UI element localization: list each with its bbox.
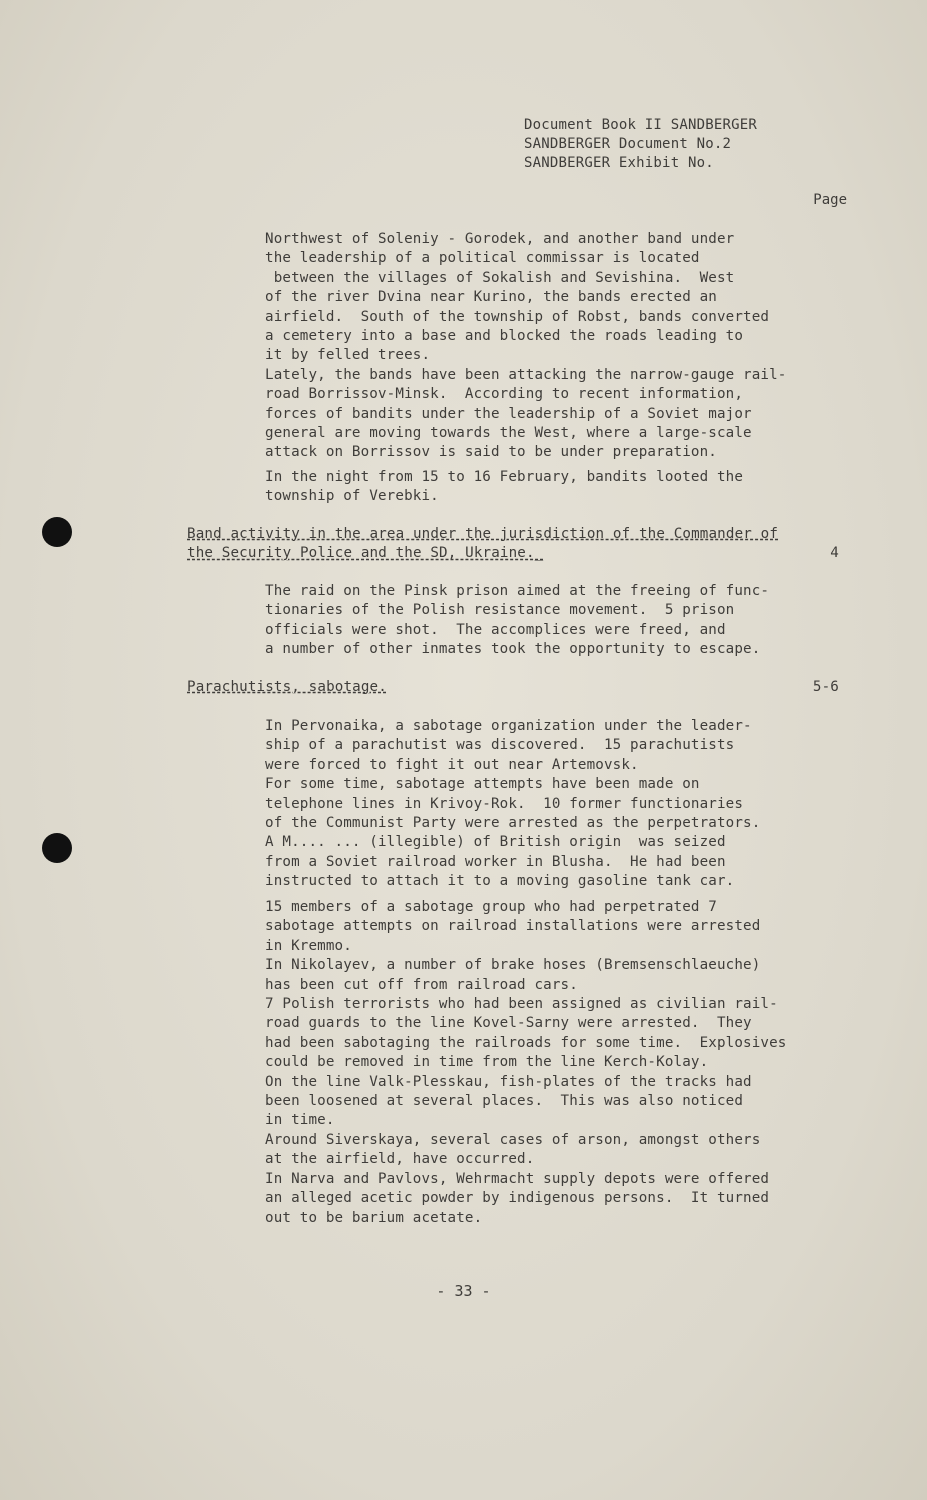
text-line: ship of a parachutist was discovered. 15 parachutists [265, 737, 735, 754]
page-reference: 5-6 [812, 679, 839, 695]
text-line: from a Soviet railroad worker in Blusha. He had been [265, 853, 726, 870]
text-line: in time. [265, 1112, 335, 1129]
paragraph-3 [265, 582, 845, 660]
text-line: airfield. South of the township of Robst, bands converted [265, 308, 770, 325]
text-line: instructed to attach it to a moving gasoline tank car. [265, 873, 735, 890]
text-line: For some time, sabotage attempts have been made on [265, 776, 700, 793]
text-line: of the river Dvina near Kurino, the bands erected an [265, 289, 717, 306]
text-line: sabotage attempts on railroad installations were arrested [265, 918, 761, 935]
section-heading-band-activity [187, 525, 839, 564]
text-line: Lately, the bands have been attacking the narrow-gauge rail- [265, 366, 787, 383]
section-heading-parachutists [187, 678, 839, 697]
text-line: been loosened at several places. This was also noticed [265, 1093, 744, 1110]
text-line: telephone lines in Krivoy-Rok. 10 former functionaries [265, 795, 744, 812]
page-reference: 4 [830, 545, 839, 562]
punch-hole [42, 517, 72, 547]
text-line: at the airfield, have occurred. [265, 1151, 535, 1168]
paragraph-5 [265, 898, 845, 1228]
text-line: 7 Polish terrorists who had been assigned as civilian rail- [265, 996, 778, 1013]
text-line: were forced to fight it out near Artemovsk. [265, 756, 639, 773]
text-line: In Pervonaika, a sabotage organization under the leader- [265, 718, 752, 734]
text-line: officials were shot. The accomplices were freed, and [265, 621, 726, 638]
text-line: could be removed in time from the line Kerch-Kolay. [265, 1054, 709, 1071]
text-line: In the night from 15 to 16 February, bandits looted the [265, 469, 744, 485]
punch-hole [42, 833, 72, 863]
header-line: SANDBERGER Exhibit No. [524, 155, 714, 171]
text-line: out to be barium acetate. [265, 1209, 483, 1226]
text-line: the leadership of a political commissar is located [265, 250, 700, 267]
text-line: a cemetery into a base and blocked the roads leading to [265, 328, 744, 345]
text-line: between the villages of Sokalish and Sevishina. West [265, 269, 735, 286]
text-line: road guards to the line Kovel-Sarny were arrested. They [265, 1015, 752, 1032]
document-header [524, 116, 757, 173]
text-line: a number of other inmates took the opportunity to escape. [265, 641, 761, 658]
section-title: the Security Police and the SD, Ukraine._ [187, 545, 544, 562]
section-title: Band activity in the area under the jurisdiction of the Commander of [187, 526, 779, 542]
text-line: A M.... ... (illegible) of British origin was seized [265, 834, 726, 851]
text-line: 15 members of a sabotage group who had perpetrated 7 [265, 899, 717, 915]
page-label: Page [813, 192, 847, 208]
text-line: The raid on the Pinsk prison aimed at the freeing of func- [265, 583, 770, 599]
text-line: township of Verebki. [265, 488, 439, 505]
text-line: in Kremmo. [265, 937, 352, 954]
text-line: road Borrissov-Minsk. According to recent information, [265, 386, 744, 403]
section-title: Parachutists, sabotage. [187, 679, 387, 695]
paragraph-2 [265, 468, 845, 507]
paragraph-4 [265, 717, 845, 892]
text-line: has been cut off from railroad cars. [265, 976, 578, 993]
text-line: general are moving towards the West, where a large-scale [265, 425, 752, 442]
text-line: Around Siverskaya, several cases of arson, amongst others [265, 1131, 761, 1148]
text-line: attack on Borrissov is said to be under preparation. [265, 444, 717, 461]
text-line: an alleged acetic powder by indigenous persons. It turned [265, 1190, 770, 1207]
text-line: of the Communist Party were arrested as the perpetrators. [265, 815, 761, 832]
text-line: forces of bandits under the leadership of a Soviet major [265, 405, 752, 422]
text-line: tionaries of the Polish resistance movement. 5 prison [265, 602, 735, 619]
header-line: SANDBERGER Document No.2 [524, 136, 732, 152]
text-line: Northwest of Soleniy - Gorodek, and another band under [265, 231, 735, 247]
text-line: In Nikolayev, a number of brake hoses (Bremsenschlaeuche) [265, 957, 761, 974]
page-number: - 33 - [436, 1282, 491, 1300]
paragraph-1 [265, 230, 845, 463]
text-line: On the line Valk-Plesskau, fish-plates of the tracks had [265, 1073, 752, 1090]
text-line: In Narva and Pavlovs, Wehrmacht supply depots were offered [265, 1170, 770, 1187]
header-line: Document Book II SANDBERGER [524, 117, 757, 133]
text-line: had been sabotaging the railroads for some time. Explosives [265, 1034, 787, 1051]
text-line: it by felled trees. [265, 347, 431, 364]
